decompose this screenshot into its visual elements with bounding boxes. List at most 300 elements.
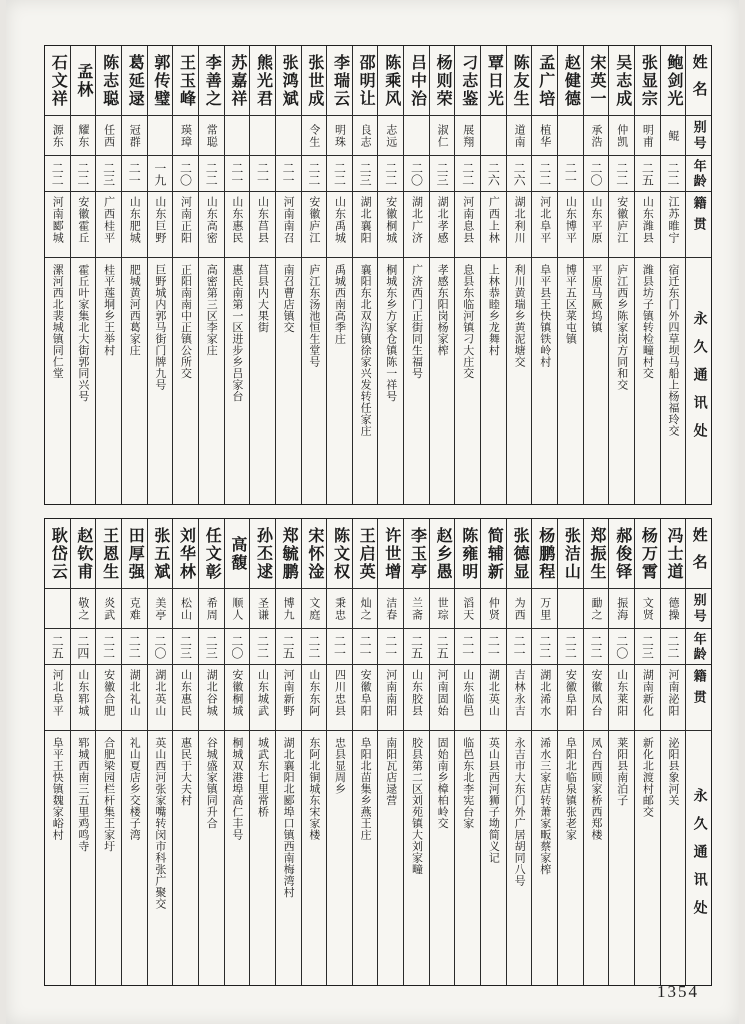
person-entry-column xyxy=(660,519,686,985)
entry-address: 英山西河张家嘴转闵市科张广聚交 xyxy=(153,737,166,910)
entry-name: 任文彰 xyxy=(199,519,224,589)
entry-age: 二一 xyxy=(353,629,378,665)
entry-address: 浠水三家店转萧家畈蔡家榨 xyxy=(538,737,551,875)
entry-address: 巨野城内郭马街门牌九号 xyxy=(153,264,166,391)
entry-name: 陈雍明 xyxy=(455,519,480,589)
entry-address: 城武东七里常桥 xyxy=(256,737,269,818)
person-entry-column xyxy=(454,519,480,985)
entry-age: 二三 xyxy=(635,629,660,665)
entry-address: 桐城东乡方家仓镇陈一祥号 xyxy=(384,264,397,402)
entry-name: 李善之 xyxy=(199,46,224,116)
entry-native: 湖南新化 xyxy=(635,665,660,731)
person-entry-column xyxy=(45,46,70,504)
entry-native: 河南新野 xyxy=(276,665,301,731)
entry-name: 葛延逯 xyxy=(122,46,147,116)
entry-native: 湖北英山 xyxy=(148,665,173,731)
entry-address: 桂平莲垌乡王举村 xyxy=(102,264,115,356)
person-entry-column xyxy=(147,519,173,985)
entry-hao: 淑仁 xyxy=(430,116,455,156)
entry-address: 桐城双港埠高仁丰号 xyxy=(230,737,243,841)
entry-name: 赵健德 xyxy=(558,46,583,116)
entry-native: 河南泌阳 xyxy=(661,665,686,731)
entry-hao: 美亭 xyxy=(148,589,173,629)
entry-native: 山东博平 xyxy=(558,192,583,258)
entry-native: 安徽合肥 xyxy=(96,665,121,731)
entry-age: 二〇 xyxy=(225,629,250,665)
header-column xyxy=(685,46,711,504)
entry-native: 广西上林 xyxy=(481,192,506,258)
entry-name: 鲍剑光 xyxy=(661,46,686,116)
entry-age: 二二 xyxy=(532,156,557,192)
person-entry-column xyxy=(70,46,96,504)
entry-age: 二二 xyxy=(122,629,147,665)
entry-name: 杨鹏程 xyxy=(532,519,557,589)
entry-hao: 滔天 xyxy=(455,589,480,629)
entry-hao: 良志 xyxy=(353,116,378,156)
person-entry-column xyxy=(301,519,327,985)
entry-native: 湖北礼山 xyxy=(122,665,147,731)
entry-age: 二五 xyxy=(635,156,660,192)
entry-name: 张鸿斌 xyxy=(276,46,301,116)
person-entry-column xyxy=(480,519,506,985)
entry-age: 二二 xyxy=(661,629,686,665)
header-age-label: 年龄 xyxy=(686,156,711,192)
entry-native: 安徽霍丘 xyxy=(71,192,96,258)
entry-native: 山东平原 xyxy=(584,192,609,258)
person-entry-column xyxy=(506,46,532,504)
roster-table-bottom xyxy=(44,518,712,986)
entry-native: 山东莒县 xyxy=(250,192,275,258)
entry-native: 山东高密 xyxy=(199,192,224,258)
entry-name: 刁志鉴 xyxy=(455,46,480,116)
entry-native: 山东莱阳 xyxy=(609,665,634,731)
entry-age: 二〇 xyxy=(148,629,173,665)
entry-address: 东阿北铜城东宋家楼 xyxy=(307,737,320,841)
entry-hao: 洁春 xyxy=(378,589,403,629)
entry-age: 二三 xyxy=(96,156,121,192)
entry-name: 郑振生 xyxy=(584,519,609,589)
entry-address: 惠民南第一区进步乡吕家台 xyxy=(230,264,243,402)
entry-address: 广济西门正街同生福号 xyxy=(410,264,423,379)
entry-name: 简辅新 xyxy=(481,519,506,589)
entry-native: 河南郾城 xyxy=(45,192,70,258)
entry-hao xyxy=(558,589,583,629)
entry-native: 山东巨野 xyxy=(148,192,173,258)
person-entry-column xyxy=(352,519,378,985)
entry-age: 二三 xyxy=(430,156,455,192)
entry-hao: 承浩 xyxy=(584,116,609,156)
entry-hao: 德操 xyxy=(661,589,686,629)
entry-hao xyxy=(45,589,70,629)
entry-age: 二一 xyxy=(455,629,480,665)
entry-age: 二二 xyxy=(378,156,403,192)
entry-address: 阜平王快镇魏家峪村 xyxy=(51,737,64,841)
entry-native: 安徽阜阳 xyxy=(353,665,378,731)
person-entry-column xyxy=(249,519,275,985)
entry-native: 湖北英山 xyxy=(481,665,506,731)
entry-hao: 炎武 xyxy=(96,589,121,629)
entry-hao: 常聪 xyxy=(199,116,224,156)
entry-hao: 道南 xyxy=(507,116,532,156)
entry-native: 湖北孝感 xyxy=(430,192,455,258)
entry-hao: 万里 xyxy=(532,589,557,629)
entry-address: 郓城西南三五里鸡鸣寺 xyxy=(76,737,89,852)
entry-address: 息县东临河镇刁大庄交 xyxy=(461,264,474,379)
entry-hao xyxy=(558,116,583,156)
person-entry-column xyxy=(249,46,275,504)
entry-hao: 冠群 xyxy=(122,116,147,156)
entry-native: 广西桂平 xyxy=(96,192,121,258)
entry-native: 山东城武 xyxy=(250,665,275,731)
entry-address: 凤台西顾家桥西郑楼 xyxy=(590,737,603,841)
entry-age: 二二 xyxy=(327,156,352,192)
entry-address: 上林恭睦乡龙舞村 xyxy=(487,264,500,356)
entry-address: 平原马厥坞镇 xyxy=(590,264,603,333)
entry-name: 李瑞云 xyxy=(327,46,352,116)
entry-name: 杨万霄 xyxy=(635,519,660,589)
entry-hao: 振海 xyxy=(609,589,634,629)
header-address-label: 永久通讯处 xyxy=(691,311,707,451)
entry-address: 南阳瓦店逯营 xyxy=(384,737,397,806)
entry-hao: 耀东 xyxy=(71,116,96,156)
entry-name: 田厚强 xyxy=(122,519,147,589)
entry-age: 二五 xyxy=(45,629,70,665)
entry-age: 二一 xyxy=(327,629,352,665)
entry-address: 阜平县王快镇铁岭村 xyxy=(538,264,551,368)
entry-age: 二二 xyxy=(199,156,224,192)
entry-hao: 令生 xyxy=(302,116,327,156)
entry-name: 邵明让 xyxy=(353,46,378,116)
entry-name: 陈志聪 xyxy=(96,46,121,116)
entry-hao: 世琮 xyxy=(430,589,455,629)
person-entry-column xyxy=(224,519,250,985)
entry-age: 二〇 xyxy=(173,156,198,192)
entry-address: 莱阳县南泊子 xyxy=(615,737,628,806)
person-entry-column xyxy=(275,46,301,504)
entry-native: 山东东阿 xyxy=(302,665,327,731)
entry-native: 山东潍县 xyxy=(635,192,660,258)
entry-hao: 圣谦 xyxy=(250,589,275,629)
entry-hao: 志远 xyxy=(378,116,403,156)
entry-address: 庐江西乡陈家岗方同和交 xyxy=(615,264,628,391)
entry-age: 二二 xyxy=(558,629,583,665)
entry-age: 二二 xyxy=(250,629,275,665)
person-entry-column xyxy=(429,519,455,985)
entry-address: 庐江东汤池恒生堂号 xyxy=(307,264,320,368)
person-entry-column xyxy=(608,46,634,504)
entry-age: 二一 xyxy=(481,629,506,665)
entry-name: 宋英一 xyxy=(584,46,609,116)
entry-hao: 博九 xyxy=(276,589,301,629)
entry-name: 覃日光 xyxy=(481,46,506,116)
entry-hao: 瑛璋 xyxy=(173,116,198,156)
entry-age: 一九 xyxy=(148,156,173,192)
entry-name: 陈文权 xyxy=(327,519,352,589)
entry-hao: 鲲 xyxy=(661,116,686,156)
person-entry-column xyxy=(403,519,429,985)
entry-hao xyxy=(481,116,506,156)
entry-address: 宿迁东门外四草坝马船上杨福玲交 xyxy=(667,264,680,437)
entry-name: 吕中治 xyxy=(404,46,429,116)
person-entry-column xyxy=(70,519,96,985)
entry-name: 吴志成 xyxy=(609,46,634,116)
entry-age: 二二 xyxy=(45,156,70,192)
entry-age: 二一 xyxy=(558,156,583,192)
entry-hao: 松山 xyxy=(173,589,198,629)
entry-hao: 灿之 xyxy=(353,589,378,629)
entry-age: 二五 xyxy=(430,629,455,665)
entry-native: 山东惠民 xyxy=(225,192,250,258)
entry-native: 湖北利川 xyxy=(507,192,532,258)
entry-address: 固始南乡樟柏岭交 xyxy=(436,737,449,829)
entry-age: 二三 xyxy=(353,156,378,192)
person-entry-column xyxy=(45,519,70,985)
header-hao-label: 别号 xyxy=(686,116,711,156)
entry-native: 安徽阜阳 xyxy=(558,665,583,731)
entry-name: 熊光君 xyxy=(250,46,275,116)
entry-age: 二二 xyxy=(96,629,121,665)
person-entry-column xyxy=(275,519,301,985)
entry-name: 张洁山 xyxy=(558,519,583,589)
entry-name: 王玉峰 xyxy=(173,46,198,116)
entry-name: 郑毓鹏 xyxy=(276,519,301,589)
entry-age: 二二 xyxy=(661,156,686,192)
person-entry-column xyxy=(121,519,147,985)
person-entry-column xyxy=(95,46,121,504)
entry-native: 安徽桐城 xyxy=(225,665,250,731)
entry-name: 孟广培 xyxy=(532,46,557,116)
person-entry-column xyxy=(634,46,660,504)
entry-age: 二一 xyxy=(378,629,403,665)
entry-hao xyxy=(404,116,429,156)
entry-age: 二二 xyxy=(71,156,96,192)
entry-age: 二一 xyxy=(250,156,275,192)
person-entry-column xyxy=(198,519,224,985)
entry-name: 苏嘉祥 xyxy=(225,46,250,116)
entry-address: 霍丘叶家集北大街郭同兴号 xyxy=(76,264,89,402)
entry-hao xyxy=(225,116,250,156)
header-hao-label: 别号 xyxy=(686,589,711,629)
entry-address: 肥城黄河西葛家庄 xyxy=(128,264,141,356)
entry-name: 张德显 xyxy=(507,519,532,589)
entry-address: 禹城西南高季庄 xyxy=(333,264,346,345)
entry-name: 宋怀淦 xyxy=(302,519,327,589)
entry-name: 赵乡愚 xyxy=(430,519,455,589)
entry-age: 二四 xyxy=(71,629,96,665)
entry-hao: 源东 xyxy=(45,116,70,156)
entry-hao: 敬之 xyxy=(71,589,96,629)
person-entry-column xyxy=(121,46,147,504)
person-entry-column xyxy=(352,46,378,504)
entry-native: 山东惠民 xyxy=(173,665,198,731)
entry-age: 二二 xyxy=(584,629,609,665)
person-entry-column xyxy=(172,46,198,504)
person-entry-column xyxy=(557,46,583,504)
entry-name: 孙丕逑 xyxy=(250,519,275,589)
person-entry-column xyxy=(147,46,173,504)
entry-name: 李玉亭 xyxy=(404,519,429,589)
header-age-label: 年龄 xyxy=(686,629,711,665)
person-entry-column xyxy=(429,46,455,504)
person-entry-column xyxy=(326,519,352,985)
person-entry-column xyxy=(172,519,198,985)
entry-native: 湖北襄阳 xyxy=(353,192,378,258)
entry-age: 二二 xyxy=(609,156,634,192)
entry-native: 四川忠县 xyxy=(327,665,352,731)
entry-native: 河南息县 xyxy=(455,192,480,258)
person-entry-column xyxy=(377,46,403,504)
entry-hao: 勔之 xyxy=(584,589,609,629)
entry-hao xyxy=(148,116,173,156)
entry-hao xyxy=(250,116,275,156)
entry-name: 陈乘风 xyxy=(378,46,403,116)
entry-name: 许世增 xyxy=(378,519,403,589)
entry-address: 阜阳北临泉镇张老家 xyxy=(564,737,577,841)
person-entry-column xyxy=(531,519,557,985)
entry-address: 阜阳北苗集乡燕王庄 xyxy=(359,737,372,841)
entry-name: 杨则荣 xyxy=(430,46,455,116)
entry-hao: 顺人 xyxy=(225,589,250,629)
entry-address: 合肥梁园栏杆集王家圩 xyxy=(102,737,115,852)
entry-native: 湖北广济 xyxy=(404,192,429,258)
entry-address: 湖北襄阳北郾埠口镇西南梅湾村 xyxy=(282,737,295,898)
page-number: 1354 xyxy=(657,982,699,1001)
entry-hao: 克难 xyxy=(122,589,147,629)
entry-native: 山东郓城 xyxy=(71,665,96,731)
entry-age: 二二 xyxy=(302,156,327,192)
entry-address: 孝感东阳岗杨家榨 xyxy=(436,264,449,356)
entry-hao xyxy=(276,116,301,156)
person-entry-column xyxy=(224,46,250,504)
entry-age: 二〇 xyxy=(584,156,609,192)
entry-native: 河南南召 xyxy=(276,192,301,258)
entry-native: 江苏睢宁 xyxy=(661,192,686,258)
entry-native: 河北阜平 xyxy=(45,665,70,731)
entry-age: 二二 xyxy=(302,629,327,665)
person-entry-column xyxy=(531,46,557,504)
entry-hao: 明珠 xyxy=(327,116,352,156)
entry-native: 安徽凤台 xyxy=(584,665,609,731)
entry-hao: 为西 xyxy=(507,589,532,629)
person-entry-column xyxy=(557,519,583,985)
entry-address: 英山县西河狮子坳简义记 xyxy=(487,737,500,864)
entry-hao: 文贤 xyxy=(635,589,660,629)
entry-address: 漯河西北裴城镇同仁堂 xyxy=(51,264,64,379)
entry-age: 二五 xyxy=(404,629,429,665)
entry-address: 谷城盛家镇同升合 xyxy=(205,737,218,829)
entry-native: 山东禹城 xyxy=(327,192,352,258)
entry-address: 礼山夏店乡交楼子湾 xyxy=(128,737,141,841)
entry-age: 二〇 xyxy=(404,156,429,192)
entry-hao: 文庭 xyxy=(302,589,327,629)
entry-address: 莒县内大果街 xyxy=(256,264,269,333)
entry-age: 二五 xyxy=(276,629,301,665)
entry-address: 正阳南南中正镇公所交 xyxy=(179,264,192,379)
entry-address: 利川黄瑞乡黄泥塘交 xyxy=(513,264,526,368)
entry-name: 王恩生 xyxy=(96,519,121,589)
roster-table-top xyxy=(44,45,712,505)
entry-hao: 秉忠 xyxy=(327,589,352,629)
person-entry-column xyxy=(583,519,609,985)
entry-native: 河南正阳 xyxy=(173,192,198,258)
entry-address: 临邑东北李宪台家 xyxy=(461,737,474,829)
entry-hao: 任西 xyxy=(96,116,121,156)
entry-age: 二二 xyxy=(532,629,557,665)
header-column xyxy=(685,519,711,985)
entry-hao: 希周 xyxy=(199,589,224,629)
entry-native: 山东胶县 xyxy=(404,665,429,731)
entry-address: 忠县显周乡 xyxy=(333,737,346,795)
entry-hao: 展翔 xyxy=(455,116,480,156)
entry-age: 二一 xyxy=(507,629,532,665)
person-entry-column xyxy=(95,519,121,985)
entry-age: 二〇 xyxy=(609,629,634,665)
entry-name: 郭传璧 xyxy=(148,46,173,116)
entry-hao: 仲凯 xyxy=(609,116,634,156)
entry-native: 河北阜平 xyxy=(532,192,557,258)
person-entry-column xyxy=(301,46,327,504)
entry-address: 泌阳县象河关 xyxy=(667,737,680,806)
person-entry-column xyxy=(506,519,532,985)
entry-hao: 兰斋 xyxy=(404,589,429,629)
person-entry-column xyxy=(326,46,352,504)
entry-address: 胶县第二区刘苑镇大刘家疃 xyxy=(410,737,423,875)
entry-address: 襄阳东北双沟镇徐家兴发转任家庄 xyxy=(359,264,372,437)
header-name-label: 姓名 xyxy=(686,519,711,589)
entry-hao: 明甫 xyxy=(635,116,660,156)
entry-address: 惠民于大夫村 xyxy=(179,737,192,806)
entry-name: 张五斌 xyxy=(148,519,173,589)
header-address-label: 永久通讯处 xyxy=(691,788,707,928)
entry-name: 赵钦甫 xyxy=(71,519,96,589)
entry-name: 陈友生 xyxy=(507,46,532,116)
entry-age: 二三 xyxy=(173,629,198,665)
header-name-label: 姓名 xyxy=(686,46,711,116)
entry-native: 安徽庐江 xyxy=(609,192,634,258)
entry-native: 河南固始 xyxy=(430,665,455,731)
entry-native: 安徽桐城 xyxy=(378,192,403,258)
entry-address: 新化北渡村邮交 xyxy=(641,737,654,818)
entry-age: 二六 xyxy=(507,156,532,192)
entry-native: 山东临邑 xyxy=(455,665,480,731)
entry-native: 湖北谷城 xyxy=(199,665,224,731)
entry-address: 永吉市大东门外广居胡同八号 xyxy=(513,737,526,887)
person-entry-column xyxy=(480,46,506,504)
entry-name: 高馥 xyxy=(225,519,250,589)
entry-age: 二三 xyxy=(199,629,224,665)
entry-native: 河南南阳 xyxy=(378,665,403,731)
person-entry-column xyxy=(660,46,686,504)
person-entry-column xyxy=(454,46,480,504)
entry-name: 石文祥 xyxy=(45,46,70,116)
entry-name: 冯士道 xyxy=(661,519,686,589)
entry-age: 二六 xyxy=(481,156,506,192)
entry-name: 张世成 xyxy=(302,46,327,116)
person-entry-column xyxy=(583,46,609,504)
header-native-label: 籍贯 xyxy=(686,192,711,258)
entry-native: 吉林永吉 xyxy=(507,665,532,731)
entry-name: 王启英 xyxy=(353,519,378,589)
entry-name: 张显宗 xyxy=(635,46,660,116)
entry-hao: 仲贤 xyxy=(481,589,506,629)
entry-address: 高密第三区李家庄 xyxy=(205,264,218,356)
entry-address: 南召曹店镇交 xyxy=(282,264,295,333)
entry-address: 潍县坊子镇转检疃村交 xyxy=(641,264,654,379)
entry-native: 湖北浠水 xyxy=(532,665,557,731)
entry-name: 刘华林 xyxy=(173,519,198,589)
entry-age: 二一 xyxy=(276,156,301,192)
entry-native: 安徽庐江 xyxy=(302,192,327,258)
